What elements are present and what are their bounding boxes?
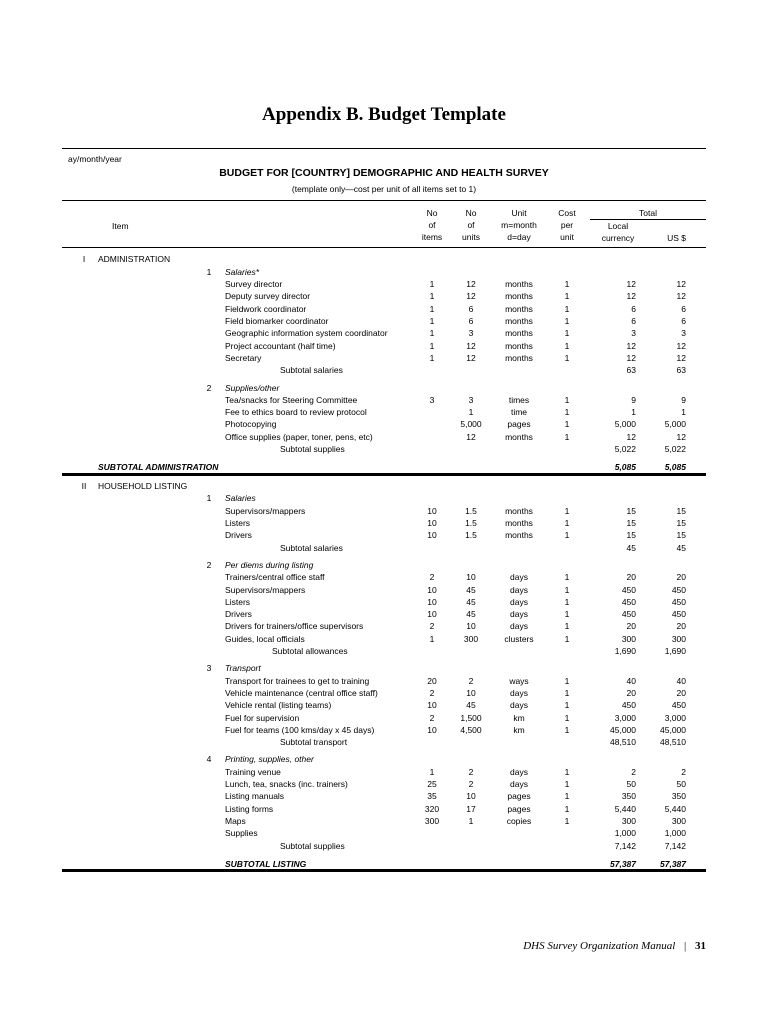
row-item: Drivers	[225, 609, 252, 620]
row-cell: 2	[429, 572, 435, 583]
group-name: Transport	[225, 663, 261, 674]
row-cell: 10	[466, 791, 476, 802]
row-cell: 45,000	[610, 724, 636, 735]
subtotal-local: 45	[626, 542, 636, 553]
row-cell: 10	[427, 505, 437, 516]
footer-separator: |	[684, 940, 687, 952]
row-cell: 1	[564, 530, 570, 541]
row-cell: months	[505, 316, 533, 326]
section-numeral: II	[81, 480, 87, 491]
row-cell: 15	[676, 505, 686, 516]
row-item: Listers	[225, 518, 251, 528]
row-item: Fee to ethics board to review protocol	[225, 407, 367, 418]
subtotal-usd: 48,510	[660, 737, 686, 748]
row-cell: 12	[676, 340, 686, 351]
row-cell: 45	[466, 609, 476, 620]
subtotal-label: Subtotal supplies	[280, 444, 345, 454]
section-total-usd: 57,387	[660, 858, 686, 869]
header-no-units-l3: units	[462, 232, 480, 242]
row-cell: 1	[429, 291, 435, 302]
section-rule	[62, 869, 706, 872]
row-cell: 1	[564, 303, 570, 314]
row-cell: 1	[564, 700, 570, 711]
row-cell: 350	[671, 791, 686, 802]
row-cell: km	[513, 724, 525, 735]
row-cell: 1	[631, 407, 636, 418]
footer-page-number: 31	[695, 940, 706, 952]
header-local-l2: currency	[601, 233, 635, 243]
row-cell: 12	[466, 340, 476, 351]
row-cell: 450	[621, 609, 636, 620]
row-cell: 1	[564, 766, 570, 777]
row-item: Transport for trainees to get to training	[225, 675, 370, 686]
row-cell: 1	[564, 609, 570, 620]
row-cell: 5,000	[460, 419, 482, 430]
group-number: 4	[206, 754, 212, 765]
row-cell: 450	[621, 700, 636, 711]
row-cell: months	[505, 328, 533, 339]
row-item: Geographic information system coordinator	[225, 328, 388, 339]
header-cost-l3: unit	[560, 232, 574, 242]
header-cost-l2: per	[560, 220, 574, 230]
row-cell: 1	[564, 431, 570, 442]
row-cell: 300	[671, 815, 686, 826]
row-cell: 300	[424, 815, 440, 826]
subtotal-label: Subtotal transport	[280, 737, 348, 748]
header-cost	[550, 207, 584, 243]
row-cell: pages	[507, 791, 531, 802]
row-cell: days	[510, 596, 528, 607]
row-cell: 15	[676, 530, 686, 541]
date-label: ay/month/year	[68, 154, 122, 164]
row-cell: 450	[671, 609, 686, 620]
row-cell: months	[505, 518, 533, 528]
header-usd: US $	[667, 233, 686, 243]
row-cell: 12	[466, 352, 476, 363]
subtotal-usd: 45	[676, 542, 686, 553]
row-cell: 15	[626, 530, 636, 541]
row-cell: 20	[676, 621, 686, 632]
section-total-local: 57,387	[610, 858, 636, 869]
row-cell: 10	[427, 518, 437, 528]
row-cell: 15	[626, 505, 636, 516]
group-name: Salaries*	[225, 266, 260, 277]
row-cell: 3,000	[664, 712, 686, 723]
header-unit	[493, 207, 545, 243]
row-item: Trainers/central office staff	[225, 572, 325, 583]
subtotal-label: Subtotal salaries	[280, 542, 343, 553]
row-cell: times	[508, 394, 530, 405]
row-cell: 6	[631, 303, 636, 314]
row-cell: 1	[564, 803, 570, 814]
row-cell: 2	[681, 766, 686, 777]
subtotal-label: Subtotal supplies	[280, 840, 345, 851]
row-cell: 1.5	[465, 505, 477, 516]
row-item: Deputy survey director	[225, 291, 311, 302]
row-cell: 2	[468, 766, 474, 777]
row-item: Supervisors/mappers	[225, 584, 306, 595]
row-item: Fuel for supervision	[225, 712, 300, 723]
row-cell: 45	[466, 700, 476, 711]
row-item: Listers	[225, 596, 251, 607]
row-cell: 10	[427, 596, 437, 607]
header-cost-l1: Cost	[558, 208, 576, 218]
row-cell: 450	[621, 596, 636, 607]
row-cell: 2	[429, 687, 435, 698]
subtotal-local: 1,690	[614, 646, 636, 656]
row-cell: 350	[621, 791, 636, 802]
row-item: Supplies	[225, 828, 258, 839]
row-cell: 9	[681, 394, 686, 405]
row-cell: 6	[631, 316, 636, 326]
row-cell: 10	[427, 609, 437, 620]
row-cell: 45	[466, 584, 476, 595]
row-cell: 1	[564, 815, 570, 826]
row-cell: 1	[564, 316, 570, 326]
header-no-units-l1: No	[465, 208, 477, 218]
row-cell: 40	[676, 675, 686, 686]
subtotal-local: 7,142	[614, 840, 636, 851]
row-cell: 45	[466, 596, 476, 607]
row-cell: 20	[427, 675, 437, 686]
row-item: Guides, local officials	[225, 633, 305, 644]
row-cell: km	[513, 712, 525, 723]
row-cell: 300	[621, 633, 636, 644]
row-cell: 450	[671, 596, 686, 607]
row-cell: days	[510, 779, 528, 789]
row-cell: 6	[681, 303, 686, 314]
row-cell: 1	[429, 279, 435, 290]
row-cell: 1	[564, 518, 570, 528]
header-no-items-l3: items	[421, 232, 443, 242]
row-cell: 12	[626, 431, 636, 442]
subtotal-usd: 7,142	[664, 840, 686, 851]
row-cell: 1	[681, 407, 686, 418]
row-cell: 20	[676, 572, 686, 583]
row-item: Maps	[225, 815, 246, 826]
top-rule	[62, 148, 706, 149]
row-cell: 1	[468, 407, 474, 418]
row-cell: 12	[676, 279, 686, 290]
row-cell: 1	[564, 584, 570, 595]
header-no-items	[415, 207, 449, 243]
group-number: 2	[206, 382, 212, 393]
row-cell: 12	[626, 340, 636, 351]
row-cell: 20	[626, 572, 636, 583]
header-unit-l1: Unit	[511, 208, 527, 218]
header-no-items-l1: No	[426, 208, 438, 218]
row-cell: 6	[468, 316, 474, 326]
row-cell: 12	[676, 291, 686, 302]
row-cell: 1	[429, 303, 435, 314]
row-cell: 1	[429, 328, 435, 339]
section-name: ADMINISTRATION	[98, 254, 171, 264]
row-cell: 12	[466, 431, 476, 442]
row-cell: 12	[676, 352, 686, 363]
row-cell: 3	[681, 328, 686, 339]
group-name: Printing, supplies, other	[225, 754, 314, 765]
group-name: Per diems during listing	[225, 559, 314, 570]
subtotal-usd: 1,690	[664, 646, 686, 656]
row-cell: 12	[626, 279, 636, 290]
row-cell: 25	[427, 779, 437, 789]
row-cell: 10	[427, 530, 437, 541]
section-total-local: 5,085	[614, 462, 636, 473]
row-cell: 1	[564, 505, 570, 516]
subtotal-label: Subtotal salaries	[280, 365, 343, 376]
row-cell: 17	[466, 803, 476, 814]
row-cell: 1	[564, 791, 570, 802]
row-cell: 2	[468, 675, 474, 686]
row-cell: 15	[626, 518, 636, 528]
row-item: Photocopying	[225, 419, 277, 430]
row-cell: 1	[564, 779, 570, 789]
subtotal-usd: 63	[676, 365, 686, 376]
row-cell: 1	[564, 340, 570, 351]
row-cell: 2	[468, 779, 474, 789]
row-cell: 10	[466, 687, 476, 698]
row-cell: 1,500	[460, 712, 482, 723]
row-cell: 2	[631, 766, 636, 777]
row-cell: copies	[506, 815, 532, 826]
row-cell: 3	[468, 394, 474, 405]
row-cell: 1,000	[664, 828, 686, 839]
row-cell: clusters	[504, 633, 534, 644]
row-cell: 300	[621, 815, 636, 826]
group-name: Supplies/other	[225, 382, 280, 393]
row-cell: 1	[564, 687, 570, 698]
row-cell: 450	[621, 584, 636, 595]
row-cell: 1	[564, 394, 570, 405]
header-local-l1: Local	[607, 221, 629, 231]
row-cell: days	[510, 572, 528, 583]
row-cell: 450	[671, 700, 686, 711]
row-cell: 10	[427, 724, 437, 735]
row-cell: 1	[468, 815, 474, 826]
header-local	[590, 220, 646, 244]
row-cell: 5,000	[614, 419, 636, 430]
row-cell: months	[505, 291, 533, 302]
section-name: HOUSEHOLD LISTING	[98, 480, 188, 491]
group-number: 1	[206, 266, 212, 277]
row-cell: 1	[564, 352, 570, 363]
row-cell: 1	[564, 724, 570, 735]
row-cell: 50	[626, 779, 636, 789]
row-cell: 5,440	[614, 803, 636, 814]
row-cell: 10	[466, 621, 476, 632]
row-cell: 3	[631, 328, 636, 339]
row-cell: months	[505, 352, 533, 363]
section-total-label: SUBTOTAL LISTING	[225, 858, 307, 869]
row-cell: days	[510, 700, 528, 711]
row-cell: 1	[564, 596, 570, 607]
row-cell: 12	[466, 291, 476, 302]
row-item: Drivers for trainers/office supervisors	[225, 621, 364, 632]
row-item: Supervisors/mappers	[225, 505, 306, 516]
row-item: Listing manuals	[225, 791, 285, 802]
row-item: Field biomarker coordinator	[225, 316, 329, 326]
row-cell: months	[505, 505, 533, 516]
row-cell: 1	[564, 621, 570, 632]
row-item: Drivers	[225, 530, 252, 541]
row-cell: 20	[626, 621, 636, 632]
table-subtitle: (template only—cost per unit of all items set to 1)	[291, 184, 477, 194]
row-item: Office supplies (paper, toner, pens, etc)	[225, 431, 373, 442]
row-cell: 1	[429, 766, 435, 777]
row-item: Fieldwork coordinator	[225, 303, 307, 314]
row-cell: 1	[429, 633, 435, 644]
row-cell: 1	[564, 712, 570, 723]
row-cell: 10	[427, 584, 437, 595]
row-cell: 1	[564, 407, 570, 418]
group-number: 1	[206, 493, 212, 504]
row-cell: 6	[681, 316, 686, 326]
section-total-label: SUBTOTAL ADMINISTRATION	[98, 462, 219, 473]
row-item: Survey director	[225, 279, 283, 290]
row-cell: 20	[676, 687, 686, 698]
section-numeral: I	[82, 254, 86, 264]
row-cell: 1	[564, 328, 570, 339]
row-cell: days	[510, 687, 528, 698]
row-cell: months	[505, 340, 533, 351]
row-cell: 2	[429, 712, 435, 723]
section-total-usd: 5,085	[664, 462, 686, 473]
row-cell: months	[505, 303, 533, 314]
row-item: Listing forms	[225, 803, 274, 814]
row-cell: 2	[429, 621, 435, 632]
row-cell: 6	[468, 303, 474, 314]
header-no-items-l2: of	[428, 220, 436, 230]
subtotal-local: 63	[626, 365, 636, 376]
row-cell: 35	[427, 791, 437, 802]
row-cell: 12	[676, 431, 686, 442]
row-cell: 1	[564, 675, 570, 686]
header-bottom-rule	[62, 247, 706, 248]
row-cell: 20	[626, 687, 636, 698]
row-cell: pages	[507, 419, 531, 430]
row-cell: days	[510, 621, 528, 632]
row-cell: 10	[466, 572, 476, 583]
row-cell: 45,000	[660, 724, 686, 735]
row-item: Training venue	[225, 766, 281, 777]
row-cell: 1.5	[465, 518, 477, 528]
header-no-units-l2: of	[467, 220, 475, 230]
row-cell: 4,500	[460, 724, 482, 735]
row-cell: 300	[671, 633, 686, 644]
row-cell: 1	[564, 572, 570, 583]
row-cell: 1	[429, 316, 435, 326]
header-total: Total	[639, 208, 657, 218]
row-cell: 9	[631, 394, 636, 405]
row-cell: 1	[429, 340, 435, 351]
row-cell: 1	[564, 633, 570, 644]
subtotal-usd: 5,022	[664, 444, 686, 454]
row-cell: days	[510, 609, 528, 620]
row-cell: 450	[671, 584, 686, 595]
row-cell: months	[505, 279, 533, 290]
row-cell: months	[505, 431, 533, 442]
footer-manual-title: DHS Survey Organization Manual	[523, 940, 676, 952]
row-cell: 12	[626, 352, 636, 363]
row-cell: 5,440	[664, 803, 686, 814]
row-item: Vehicle rental (listing teams)	[225, 700, 332, 711]
row-cell: 12	[466, 279, 476, 290]
row-cell: 5,000	[664, 419, 686, 430]
row-cell: months	[505, 530, 533, 541]
header-top-rule	[62, 200, 706, 201]
row-cell: 1.5	[465, 530, 477, 541]
row-cell: time	[510, 407, 528, 418]
group-number: 2	[206, 559, 212, 570]
header-unit-l3: d=day	[507, 232, 531, 242]
row-cell: 1	[564, 279, 570, 290]
group-name: Salaries	[225, 493, 256, 504]
header-item: Item	[112, 221, 129, 231]
table-title: BUDGET FOR [COUNTRY] DEMOGRAPHIC AND HEALTH SURVEY	[219, 167, 549, 179]
row-item: Project accountant (half time)	[225, 340, 336, 351]
row-cell: 50	[676, 779, 686, 789]
row-cell: 300	[463, 633, 479, 644]
header-unit-l2: m=month	[501, 220, 537, 230]
row-cell: pages	[507, 803, 531, 814]
row-cell: days	[510, 766, 528, 777]
page-footer	[523, 940, 706, 952]
subtotal-label: Subtotal allowances	[272, 646, 348, 656]
subtotal-local: 48,510	[610, 737, 636, 748]
page-title: Appendix B. Budget Template	[262, 104, 506, 125]
row-cell: ways	[509, 675, 529, 686]
row-cell: 320	[424, 803, 440, 814]
row-cell: 3,000	[614, 712, 636, 723]
row-cell: 1,000	[614, 828, 636, 839]
row-item: Tea/snacks for Steering Committee	[225, 394, 358, 405]
subtotal-local: 5,022	[614, 444, 636, 454]
row-cell: 3	[429, 394, 435, 405]
row-cell: 12	[626, 291, 636, 302]
row-cell: 1	[564, 419, 570, 430]
row-cell: 15	[676, 518, 686, 528]
row-item: Fuel for teams (100 kms/day x 45 days)	[225, 724, 375, 735]
row-cell: 3	[468, 328, 474, 339]
section-rule	[62, 473, 706, 476]
row-cell: days	[510, 584, 528, 595]
row-item: Secretary	[225, 352, 262, 363]
row-cell: 10	[427, 700, 437, 711]
row-item: Vehicle maintenance (central office staff)	[225, 687, 378, 698]
row-cell: 1	[429, 352, 435, 363]
row-cell: 40	[626, 675, 636, 686]
header-no-units	[454, 207, 488, 243]
row-item: Lunch, tea, snacks (inc. trainers)	[225, 779, 348, 789]
row-cell: 1	[564, 291, 570, 302]
group-number: 3	[206, 663, 212, 674]
